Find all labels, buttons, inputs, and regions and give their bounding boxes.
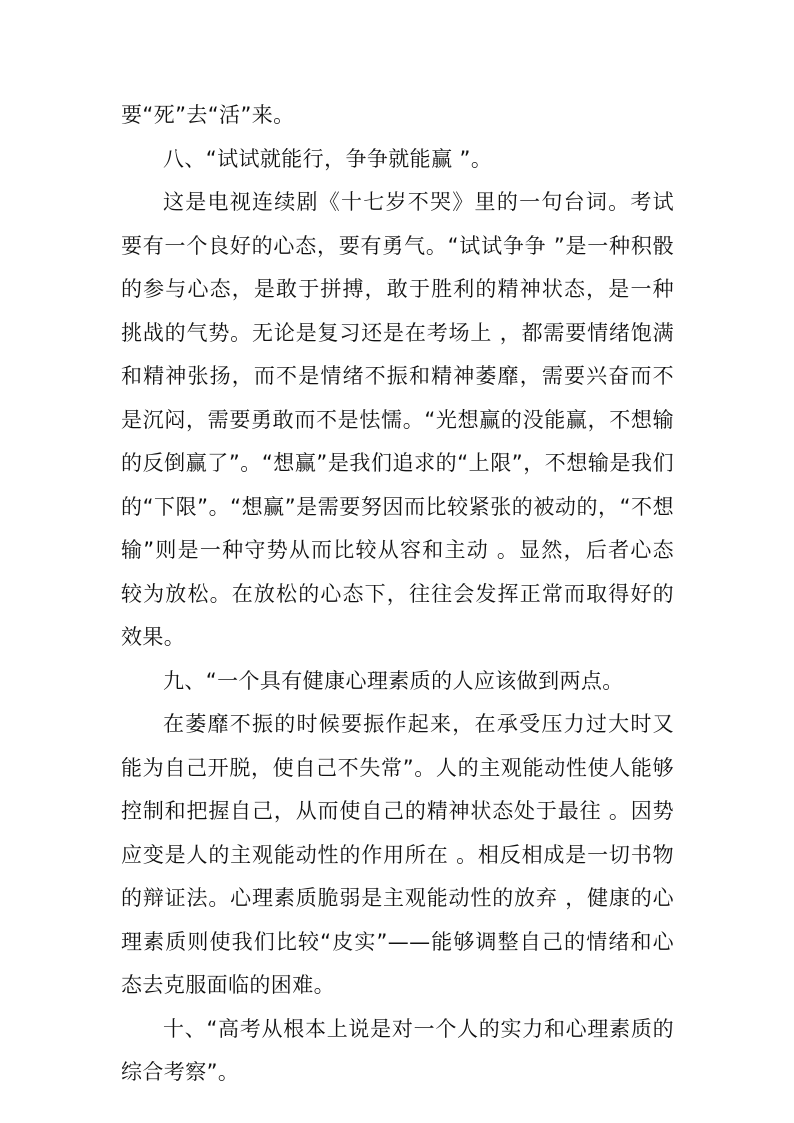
paragraph-continuation: 要“死”去“活”来。 (121, 103, 295, 127)
paragraph-item-eight-heading: 八、“试试就能行，争争就能赢 ”。 (163, 146, 493, 171)
paragraph-item-eight-body: 这是电视连续剧《十七岁不哭》里的一句台词。考试要有一个良好的心态，要有勇气。“试试争争 ”是一种积骰的参与心态，是敢于拼搏，敢于胜利的精神状态，是一种挑战的气势。无论是复习还是在考场上 ，都需要情绪饱满和精神张扬，而不是情绪不振和精神萎靡，需要兴奋而不是沉闷，需要勇敢而不是怯懦。“光想赢的没能赢，不想输的反倒赢了”。“想赢”是我们追求的“上限”，不想输是我们的“下限”。“想赢”是需要努因而比较紧张的被动的，“不想输”则是一种守势从而比较从容和主动 。显然，后者心态较为放松。在放松的心态下，往往会发挥正常而取得好的效果。 (121, 190, 674, 649)
body-text (121, 94, 674, 1095)
paragraph-item-nine-heading: 九、“一个具有健康心理素质的人应该做到两点。 (163, 668, 624, 693)
paragraph-item-nine-body: 在萎靡不振的时候要振作起来，在承受压力过大时又能为自己开脱，使自己不失常”。人的主观能动性使人能够控制和把握自己，从而使自己的精神状态处于最往 。因势应变是人的主观能动性的作用所在 。相反相成是一切书物的辩证法。心理素质脆弱是主观能动性的放弃 ，健康的心理素质则使我们比较“皮实”——能够调整自己的情绪和心态去克服面临的困难。 (121, 712, 674, 997)
paragraph-item-ten-heading: 十、“高考从根本上说是对一个人的实力和心理素质的综合考察”。 (121, 1016, 674, 1084)
